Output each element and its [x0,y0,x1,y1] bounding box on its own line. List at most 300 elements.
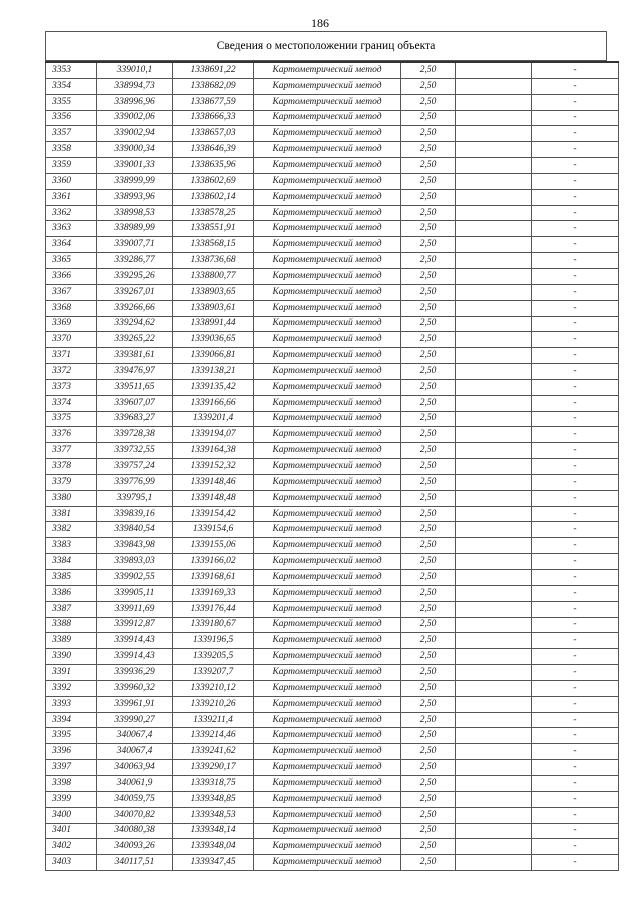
empty-cell [456,633,532,649]
y-coordinate-cell: 1339348,14 [173,823,254,839]
empty-cell [456,601,532,617]
method-cell: Картометрический метод [254,316,401,332]
note-cell: - [532,364,619,380]
note-cell: - [532,649,619,665]
table-row [46,379,619,395]
empty-cell [456,538,532,554]
empty-cell [456,680,532,696]
point-number-cell: 3384 [46,554,97,570]
accuracy-cell: 2,50 [401,474,456,490]
empty-cell [456,744,532,760]
table-row [46,158,619,174]
table-row [46,142,619,158]
y-coordinate-cell: 1339347,45 [173,855,254,871]
point-number-cell: 3377 [46,443,97,459]
method-cell: Картометрический метод [254,538,401,554]
table-row [46,205,619,221]
table-row [46,268,619,284]
accuracy-cell: 2,50 [401,459,456,475]
y-coordinate-cell: 1339318,75 [173,775,254,791]
y-coordinate-cell: 1338991,44 [173,316,254,332]
accuracy-cell: 2,50 [401,791,456,807]
point-number-cell: 3382 [46,522,97,538]
method-cell: Картометрический метод [254,348,401,364]
accuracy-cell: 2,50 [401,570,456,586]
note-cell: - [532,665,619,681]
point-number-cell: 3386 [46,585,97,601]
method-cell: Картометрический метод [254,522,401,538]
table-row [46,744,619,760]
y-coordinate-cell: 1339168,61 [173,570,254,586]
y-coordinate-cell: 1338578,25 [173,205,254,221]
table-row [46,284,619,300]
table-row [46,775,619,791]
x-coordinate-cell: 339010,1 [97,62,173,78]
point-number-cell: 3357 [46,126,97,142]
method-cell: Картометрический метод [254,570,401,586]
y-coordinate-cell: 1339152,32 [173,459,254,475]
note-cell: - [532,617,619,633]
y-coordinate-cell: 1338903,65 [173,284,254,300]
note-cell: - [532,823,619,839]
point-number-cell: 3396 [46,744,97,760]
empty-cell [456,649,532,665]
method-cell: Картометрический метод [254,839,401,855]
accuracy-cell: 2,50 [401,94,456,110]
point-number-cell: 3401 [46,823,97,839]
empty-cell [456,78,532,94]
note-cell: - [532,411,619,427]
note-cell: - [532,696,619,712]
method-cell: Картометрический метод [254,474,401,490]
table-row [46,554,619,570]
method-cell: Картометрический метод [254,62,401,78]
method-cell: Картометрический метод [254,237,401,253]
note-cell: - [532,538,619,554]
point-number-cell: 3375 [46,411,97,427]
method-cell: Картометрический метод [254,284,401,300]
empty-cell [456,268,532,284]
point-number-cell: 3392 [46,680,97,696]
accuracy-cell: 2,50 [401,158,456,174]
y-coordinate-cell: 1339348,85 [173,791,254,807]
note-cell: - [532,633,619,649]
empty-cell [456,253,532,269]
method-cell: Картометрический метод [254,680,401,696]
table-row [46,823,619,839]
accuracy-cell: 2,50 [401,300,456,316]
accuracy-cell: 2,50 [401,665,456,681]
accuracy-cell: 2,50 [401,411,456,427]
accuracy-cell: 2,50 [401,538,456,554]
point-number-cell: 3362 [46,205,97,221]
y-coordinate-cell: 1338677,59 [173,94,254,110]
y-coordinate-cell: 1338602,14 [173,189,254,205]
accuracy-cell: 2,50 [401,379,456,395]
accuracy-cell: 2,50 [401,237,456,253]
method-cell: Картометрический метод [254,395,401,411]
empty-cell [456,775,532,791]
empty-cell [456,839,532,855]
y-coordinate-cell: 1339036,65 [173,332,254,348]
point-number-cell: 3376 [46,427,97,443]
method-cell: Картометрический метод [254,601,401,617]
note-cell: - [532,300,619,316]
empty-cell [456,300,532,316]
x-coordinate-cell: 339728,38 [97,427,173,443]
x-coordinate-cell: 339839,16 [97,506,173,522]
note-cell: - [532,316,619,332]
table-row [46,760,619,776]
x-coordinate-cell: 340059,75 [97,791,173,807]
note-cell: - [532,601,619,617]
table-row [46,633,619,649]
y-coordinate-cell: 1339135,42 [173,379,254,395]
x-coordinate-cell: 339511,65 [97,379,173,395]
y-coordinate-cell: 1339201,4 [173,411,254,427]
x-coordinate-cell: 340080,38 [97,823,173,839]
method-cell: Картометрический метод [254,506,401,522]
y-coordinate-cell: 1339154,6 [173,522,254,538]
empty-cell [456,570,532,586]
x-coordinate-cell: 339000,34 [97,142,173,158]
x-coordinate-cell: 339683,27 [97,411,173,427]
y-coordinate-cell: 1339214,46 [173,728,254,744]
table-row [46,855,619,871]
note-cell: - [532,173,619,189]
empty-cell [456,712,532,728]
empty-cell [456,760,532,776]
empty-cell [456,791,532,807]
table-row [46,348,619,364]
note-cell: - [532,760,619,776]
table-row [46,617,619,633]
y-coordinate-cell: 1339210,12 [173,680,254,696]
table-row [46,490,619,506]
y-coordinate-cell: 1339290,17 [173,760,254,776]
table-row [46,728,619,744]
note-cell: - [532,570,619,586]
accuracy-cell: 2,50 [401,173,456,189]
method-cell: Картометрический метод [254,633,401,649]
point-number-cell: 3355 [46,94,97,110]
method-cell: Картометрический метод [254,665,401,681]
y-coordinate-cell: 1339148,46 [173,474,254,490]
empty-cell [456,522,532,538]
note-cell: - [532,712,619,728]
accuracy-cell: 2,50 [401,522,456,538]
method-cell: Картометрический метод [254,110,401,126]
empty-cell [456,284,532,300]
empty-cell [456,823,532,839]
empty-cell [456,807,532,823]
x-coordinate-cell: 340117,51 [97,855,173,871]
method-cell: Картометрический метод [254,791,401,807]
table-row [46,173,619,189]
point-number-cell: 3374 [46,395,97,411]
accuracy-cell: 2,50 [401,364,456,380]
accuracy-cell: 2,50 [401,348,456,364]
empty-cell [456,142,532,158]
method-cell: Картометрический метод [254,744,401,760]
x-coordinate-cell: 338998,53 [97,205,173,221]
x-coordinate-cell: 339002,06 [97,110,173,126]
table-row [46,712,619,728]
point-number-cell: 3400 [46,807,97,823]
note-cell: - [532,395,619,411]
accuracy-cell: 2,50 [401,205,456,221]
note-cell: - [532,474,619,490]
accuracy-cell: 2,50 [401,775,456,791]
x-coordinate-cell: 339840,54 [97,522,173,538]
y-coordinate-cell: 1339207,7 [173,665,254,681]
x-coordinate-cell: 340070,82 [97,807,173,823]
x-coordinate-cell: 339002,94 [97,126,173,142]
x-coordinate-cell: 339286,77 [97,253,173,269]
y-coordinate-cell: 1338635,96 [173,158,254,174]
accuracy-cell: 2,50 [401,490,456,506]
note-cell: - [532,680,619,696]
coordinates-table [45,61,619,871]
accuracy-cell: 2,50 [401,189,456,205]
table-row [46,316,619,332]
note-cell: - [532,348,619,364]
accuracy-cell: 2,50 [401,696,456,712]
x-coordinate-cell: 339757,24 [97,459,173,475]
x-coordinate-cell: 339902,55 [97,570,173,586]
x-coordinate-cell: 339911,69 [97,601,173,617]
method-cell: Картометрический метод [254,459,401,475]
empty-cell [456,62,532,78]
y-coordinate-cell: 1338602,69 [173,173,254,189]
y-coordinate-cell: 1339166,02 [173,554,254,570]
accuracy-cell: 2,50 [401,807,456,823]
accuracy-cell: 2,50 [401,62,456,78]
note-cell: - [532,142,619,158]
note-cell: - [532,205,619,221]
empty-cell [456,474,532,490]
note-cell: - [532,62,619,78]
method-cell: Картометрический метод [254,253,401,269]
x-coordinate-cell: 339294,62 [97,316,173,332]
y-coordinate-cell: 1338646,39 [173,142,254,158]
table-row [46,649,619,665]
note-cell: - [532,775,619,791]
x-coordinate-cell: 338996,96 [97,94,173,110]
point-number-cell: 3379 [46,474,97,490]
empty-cell [456,665,532,681]
method-cell: Картометрический метод [254,78,401,94]
note-cell: - [532,728,619,744]
table-row [46,459,619,475]
y-coordinate-cell: 1339211,4 [173,712,254,728]
y-coordinate-cell: 1339194,07 [173,427,254,443]
table-row [46,62,619,78]
empty-cell [456,728,532,744]
method-cell: Картометрический метод [254,268,401,284]
point-number-cell: 3358 [46,142,97,158]
empty-cell [456,221,532,237]
y-coordinate-cell: 1339155,06 [173,538,254,554]
empty-cell [456,443,532,459]
empty-cell [456,585,532,601]
x-coordinate-cell: 339266,66 [97,300,173,316]
x-coordinate-cell: 340061,9 [97,775,173,791]
table-row [46,665,619,681]
x-coordinate-cell: 338999,99 [97,173,173,189]
point-number-cell: 3354 [46,78,97,94]
note-cell: - [532,791,619,807]
empty-cell [456,395,532,411]
y-coordinate-cell: 1338903,61 [173,300,254,316]
point-number-cell: 3372 [46,364,97,380]
x-coordinate-cell: 339990,27 [97,712,173,728]
y-coordinate-cell: 1339166,66 [173,395,254,411]
y-coordinate-cell: 1338551,91 [173,221,254,237]
y-coordinate-cell: 1338657,03 [173,126,254,142]
note-cell: - [532,522,619,538]
x-coordinate-cell: 339267,01 [97,284,173,300]
note-cell: - [532,427,619,443]
table-row [46,680,619,696]
method-cell: Картометрический метод [254,300,401,316]
point-number-cell: 3388 [46,617,97,633]
accuracy-cell: 2,50 [401,744,456,760]
table-title: Сведения о местоположении границ объекта [45,31,607,61]
y-coordinate-cell: 1339241,62 [173,744,254,760]
note-cell: - [532,490,619,506]
x-coordinate-cell: 339776,99 [97,474,173,490]
method-cell: Картометрический метод [254,364,401,380]
note-cell: - [532,332,619,348]
method-cell: Картометрический метод [254,855,401,871]
accuracy-cell: 2,50 [401,760,456,776]
point-number-cell: 3380 [46,490,97,506]
y-coordinate-cell: 1338682,09 [173,78,254,94]
note-cell: - [532,110,619,126]
note-cell: - [532,221,619,237]
x-coordinate-cell: 339961,91 [97,696,173,712]
table-row [46,110,619,126]
method-cell: Картометрический метод [254,332,401,348]
x-coordinate-cell: 339607,07 [97,395,173,411]
note-cell: - [532,379,619,395]
point-number-cell: 3361 [46,189,97,205]
point-number-cell: 3371 [46,348,97,364]
y-coordinate-cell: 1339196,5 [173,633,254,649]
y-coordinate-cell: 1338736,68 [173,253,254,269]
x-coordinate-cell: 338994,73 [97,78,173,94]
accuracy-cell: 2,50 [401,617,456,633]
point-number-cell: 3397 [46,760,97,776]
x-coordinate-cell: 339001,33 [97,158,173,174]
empty-cell [456,189,532,205]
accuracy-cell: 2,50 [401,332,456,348]
method-cell: Картометрический метод [254,696,401,712]
point-number-cell: 3365 [46,253,97,269]
method-cell: Картометрический метод [254,158,401,174]
point-number-cell: 3368 [46,300,97,316]
method-cell: Картометрический метод [254,443,401,459]
note-cell: - [532,855,619,871]
accuracy-cell: 2,50 [401,728,456,744]
note-cell: - [532,443,619,459]
table-row [46,411,619,427]
x-coordinate-cell: 340063,94 [97,760,173,776]
point-number-cell: 3383 [46,538,97,554]
accuracy-cell: 2,50 [401,126,456,142]
empty-cell [456,348,532,364]
point-number-cell: 3391 [46,665,97,681]
table-row [46,601,619,617]
y-coordinate-cell: 1339066,81 [173,348,254,364]
table-row [46,364,619,380]
empty-cell [456,490,532,506]
x-coordinate-cell: 339914,43 [97,649,173,665]
point-number-cell: 3394 [46,712,97,728]
method-cell: Картометрический метод [254,126,401,142]
point-number-cell: 3353 [46,62,97,78]
point-number-cell: 3378 [46,459,97,475]
point-number-cell: 3381 [46,506,97,522]
point-number-cell: 3393 [46,696,97,712]
method-cell: Картометрический метод [254,173,401,189]
empty-cell [456,126,532,142]
accuracy-cell: 2,50 [401,253,456,269]
note-cell: - [532,506,619,522]
x-coordinate-cell: 339905,11 [97,585,173,601]
table-row [46,506,619,522]
table-row [46,570,619,586]
method-cell: Картометрический метод [254,427,401,443]
point-number-cell: 3390 [46,649,97,665]
empty-cell [456,427,532,443]
accuracy-cell: 2,50 [401,316,456,332]
empty-cell [456,459,532,475]
empty-cell [456,506,532,522]
table-row [46,474,619,490]
accuracy-cell: 2,50 [401,585,456,601]
empty-cell [456,332,532,348]
table-row [46,427,619,443]
method-cell: Картометрический метод [254,649,401,665]
method-cell: Картометрический метод [254,379,401,395]
point-number-cell: 3373 [46,379,97,395]
method-cell: Картометрический метод [254,205,401,221]
table-row [46,253,619,269]
table-row [46,237,619,253]
point-number-cell: 3369 [46,316,97,332]
table-row [46,791,619,807]
table-row [46,807,619,823]
method-cell: Картометрический метод [254,823,401,839]
method-cell: Картометрический метод [254,554,401,570]
page-number: 186 [311,16,329,30]
table-row [46,395,619,411]
accuracy-cell: 2,50 [401,395,456,411]
y-coordinate-cell: 1339348,53 [173,807,254,823]
accuracy-cell: 2,50 [401,221,456,237]
note-cell: - [532,459,619,475]
y-coordinate-cell: 1338800,77 [173,268,254,284]
x-coordinate-cell: 339795,1 [97,490,173,506]
y-coordinate-cell: 1339348,04 [173,839,254,855]
method-cell: Картометрический метод [254,760,401,776]
point-number-cell: 3398 [46,775,97,791]
point-number-cell: 3363 [46,221,97,237]
point-number-cell: 3389 [46,633,97,649]
method-cell: Картометрический метод [254,411,401,427]
